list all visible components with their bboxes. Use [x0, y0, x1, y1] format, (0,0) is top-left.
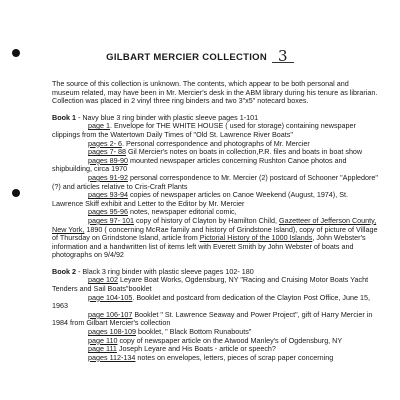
- page-ref: pages 97- 101: [88, 215, 134, 225]
- page-ref: pages 7- 88: [88, 147, 126, 157]
- entry-text: copies of newspaper articles on Canoe Weekend (August, 1974), St. Lawrence Skiff exhibit and Letter to the Editor by Mr. Mercier: [52, 190, 348, 208]
- title-text: GILBART MERCIER COLLECTION: [106, 52, 268, 63]
- book1-entry: [52, 174, 378, 191]
- book2-entry: [52, 294, 378, 311]
- entry-text: personal correspondence to Mr. Mercier (2) postcard of Schooner "Appledore" (?) and articles relative to Cris-Craft Plants: [52, 172, 378, 191]
- entry-text: copy of newspaper article on the Atwood Manley's of Ogdensburg, NY: [117, 335, 343, 345]
- entry-text: Gil Mercier's notes on boats in collection,P.R. files and boats in boat show: [125, 147, 363, 157]
- page-ref: page 111: [88, 344, 117, 354]
- book1-entry: [52, 122, 378, 139]
- entry-text: Booklet " St. Lawrence Seaway and Power Project", gift of Harry Mercier in 1984 from Gilbart Mercier's collection: [52, 309, 373, 328]
- page-ref: pages 108-109: [88, 327, 136, 337]
- book2-label: Book 2: [52, 266, 76, 276]
- page-ref: page 1: [88, 121, 110, 131]
- entry-text: Joseph Leyare and His Boats - article or speech?: [116, 344, 276, 354]
- handwritten-number: 3: [272, 50, 294, 63]
- punch-hole-middle: [12, 189, 20, 197]
- page-ref: pages 2- 6: [88, 138, 122, 148]
- entry-text: mounted newspaper articles concerning Rushton Canoe photos and shipbuilding, circa 1970: [52, 155, 347, 174]
- book1-label: Book 1: [52, 112, 76, 122]
- page-ref: page 104-105: [88, 292, 133, 302]
- book1-entry: [52, 191, 378, 208]
- page-ref: pages 95-96: [88, 207, 128, 217]
- entry-text: , John Webster's information and a handwritten list of items left with Everett Smith by John Webster of boats and photographs on 9/4/92: [52, 233, 366, 260]
- page-ref: page 102: [88, 275, 118, 285]
- entry-text: booklet, " Black Bottom Runabouts": [135, 327, 252, 337]
- page-ref: pages 89-90: [88, 155, 128, 165]
- book2-entry: [52, 276, 378, 293]
- gazetteer-title: Gazetteer of Jefferson County, New York,: [52, 215, 377, 234]
- entry-text: notes on envelopes, letters, pieces of scrap paper concerning: [135, 352, 334, 362]
- book2-entry: [52, 354, 378, 363]
- page-ref: page 110: [88, 335, 118, 345]
- entry-text: . Envelope for THE WHITE HOUSE ( used for storage) containing newspaper clippings from the Watertown Daily Times of "Old St. Lawrence River Boats": [52, 121, 356, 139]
- book1-description: - Navy blue 3 ring binder with plastic sleeve pages 1-101: [75, 112, 259, 122]
- pictorial-history-title: Pictorial History of the 1000 Islands: [199, 233, 313, 243]
- page-ref: pages 91-92: [88, 172, 128, 182]
- entry-text: Leyare Boat Works, Ogdensburg, NY "Racing and Cruising Motor Boats Yacht Tenders and Sail Boats"booklet: [52, 275, 369, 294]
- document-body: [52, 80, 378, 362]
- book1-entry: [52, 157, 378, 174]
- entry-text: . Personal correspondence and photographs of Mr. Mercier: [121, 138, 310, 148]
- entry-text: . Booklet and postcard from dedication of the Clayton Post Office, June 15, 1963: [52, 292, 370, 311]
- book2-entry: [52, 311, 378, 328]
- page-ref: pages 93-94: [88, 190, 128, 200]
- book1-entry: [52, 217, 378, 260]
- entry-text: 1890 ( concerning McRae family and history of Grindstone Island), copy of picture of Village of Thursday on Grindstone Island, article from: [52, 224, 378, 243]
- page-ref: pages 112-134: [88, 352, 136, 362]
- entry-text: copy of history of Clayton by Hamilton Child,: [133, 215, 279, 225]
- book2-description: - Black 3 ring binder with plastic sleeve pages 102- 180: [75, 266, 254, 276]
- intro-paragraph: The source of this collection is unknown. The contents, which appear to be both personal and museum related, may have been in Mr. Mercier's desk in the ABM library during his tenure as librarian. Collection was placed in 2 vinyl three ring binders and two 3"x5" notecard boxes.: [52, 79, 378, 106]
- page-title: [0, 47, 400, 65]
- page-ref: page 106-107: [88, 309, 133, 319]
- entry-text: notes, newspaper editorial comic,: [127, 207, 237, 217]
